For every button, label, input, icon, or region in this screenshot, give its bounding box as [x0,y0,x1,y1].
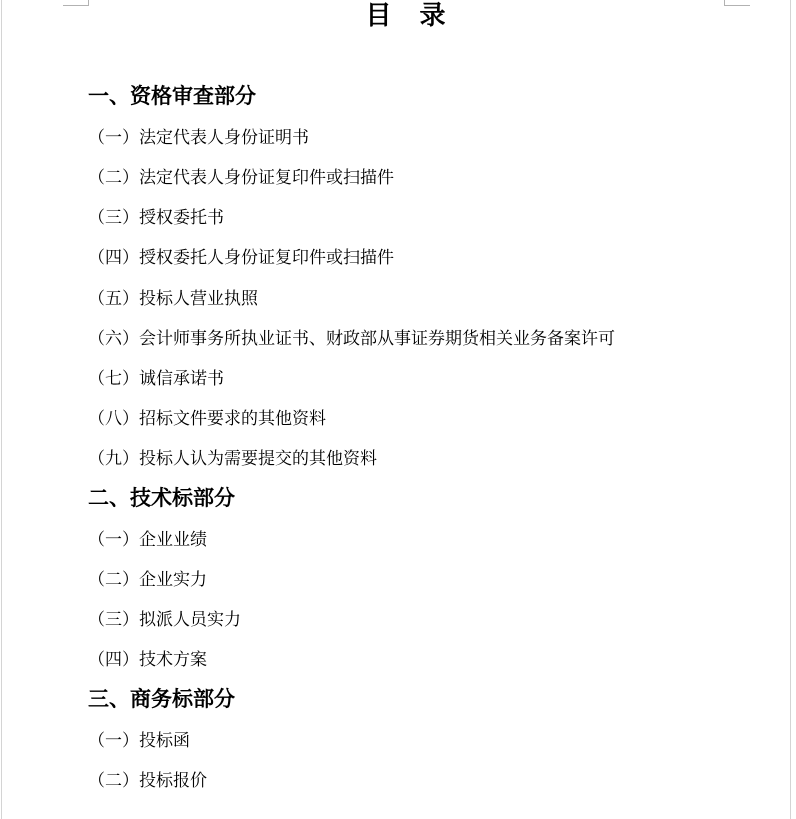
text-boundary-mark-top-right [724,0,750,6]
text-boundary-mark-top-left [63,0,89,6]
toc-item: （一）投标函 [88,730,190,750]
toc-item: （四）授权委托人身份证复印件或扫描件 [88,248,394,268]
toc-item: （六）会计师事务所执业证书、财政部从事证券期货相关业务备案许可 [88,328,615,348]
toc-item: （三）授权委托书 [88,208,224,228]
toc-item: （二）法定代表人身份证复印件或扫描件 [88,167,394,187]
toc-section-heading: 三、商务标部分 [88,686,235,711]
toc-item: （二）企业实力 [88,569,207,589]
toc-item: （四）技术方案 [88,650,207,670]
toc-item: （三）拟派人员实力 [88,610,241,630]
toc-item: （一）企业业绩 [88,529,207,549]
toc-item: （五）投标人营业执照 [88,288,258,308]
table-of-contents [88,75,748,798]
toc-item: （一）法定代表人身份证明书 [88,127,309,147]
toc-section-heading: 一、资格审查部分 [88,84,256,109]
toc-section-heading: 二、技术标部分 [88,485,235,510]
toc-item: （七）诚信承诺书 [88,368,224,388]
toc-item: （八）招标文件要求的其他资料 [88,409,326,429]
toc-item: （二）投标报价 [88,770,207,790]
document-title: 目 录 [365,1,447,30]
toc-item: （九）投标人认为需要提交的其他资料 [88,449,377,469]
document-page [1,0,791,819]
